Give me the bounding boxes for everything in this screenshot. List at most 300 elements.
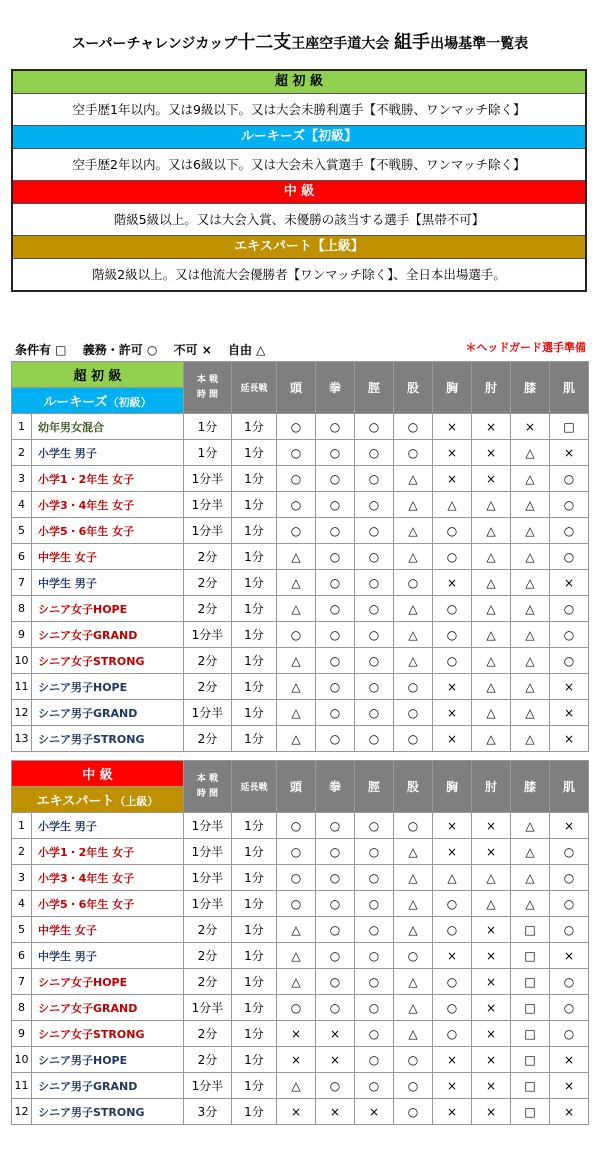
main-time: 1分 <box>184 440 232 466</box>
main-time: 1分半 <box>184 995 232 1021</box>
rule-mark: ○ <box>433 622 472 648</box>
table-row <box>12 544 589 570</box>
rule-mark: ○ <box>355 813 394 839</box>
rule-mark: ○ <box>277 839 316 865</box>
table-row <box>12 891 589 917</box>
rule-mark: △ <box>277 544 316 570</box>
row-number: 3 <box>12 865 32 891</box>
part-header-拳: 拳 <box>316 761 355 813</box>
rule-mark: △ <box>511 440 550 466</box>
category-name: シニア女子HOPE <box>32 596 184 622</box>
rule-mark: △ <box>277 648 316 674</box>
rule-mark: ○ <box>550 544 589 570</box>
rule-mark: △ <box>511 648 550 674</box>
row-number: 1 <box>12 813 32 839</box>
row-number: 11 <box>12 674 32 700</box>
rule-mark: ○ <box>316 917 355 943</box>
rule-mark: △ <box>472 726 511 752</box>
main-time: 2分 <box>184 544 232 570</box>
row-number: 4 <box>12 492 32 518</box>
category-name: シニア男子GRAND <box>32 1073 184 1099</box>
rule-mark: △ <box>511 622 550 648</box>
rule-mark: □ <box>511 943 550 969</box>
rule-mark: ○ <box>355 839 394 865</box>
rule-mark: × <box>277 1021 316 1047</box>
rule-mark: ○ <box>316 466 355 492</box>
table-row <box>12 570 589 596</box>
extension-time: 1分 <box>232 726 277 752</box>
level-label-b-main: エキスパート <box>36 794 115 809</box>
row-number: 2 <box>12 839 32 865</box>
rule-mark: △ <box>394 466 433 492</box>
main-time: 2分 <box>184 1021 232 1047</box>
rule-mark: ○ <box>433 917 472 943</box>
rule-mark: × <box>472 1021 511 1047</box>
rule-mark: ○ <box>433 648 472 674</box>
rule-mark: ○ <box>394 570 433 596</box>
rule-mark: ○ <box>394 440 433 466</box>
extension-time: 1分 <box>232 943 277 969</box>
rule-mark: ○ <box>394 1047 433 1073</box>
rule-mark: △ <box>394 596 433 622</box>
table-row <box>12 492 589 518</box>
row-number: 8 <box>12 995 32 1021</box>
table-row <box>12 1047 589 1073</box>
row-number: 12 <box>12 700 32 726</box>
table-row <box>12 1021 589 1047</box>
rule-mark: □ <box>550 414 589 440</box>
rule-mark: □ <box>511 1047 550 1073</box>
rule-mark: ○ <box>316 544 355 570</box>
extension-time: 1分 <box>232 969 277 995</box>
table-row <box>12 440 589 466</box>
rule-mark: ○ <box>355 917 394 943</box>
rule-mark: △ <box>511 674 550 700</box>
rule-mark: ○ <box>433 1021 472 1047</box>
rule-mark: × <box>433 414 472 440</box>
main-time: 1分半 <box>184 622 232 648</box>
rule-mark: △ <box>277 726 316 752</box>
row-number: 2 <box>12 440 32 466</box>
rule-mark: ○ <box>550 622 589 648</box>
part-header-肌: 肌 <box>550 362 589 414</box>
row-number: 12 <box>12 1099 32 1125</box>
rule-mark: ○ <box>316 839 355 865</box>
row-number: 8 <box>12 596 32 622</box>
rule-mark: × <box>433 570 472 596</box>
rule-mark: ○ <box>550 492 589 518</box>
part-header-脛: 脛 <box>355 761 394 813</box>
rule-mark: △ <box>277 943 316 969</box>
rule-mark: ○ <box>550 518 589 544</box>
rule-mark: × <box>550 674 589 700</box>
rule-mark: △ <box>472 570 511 596</box>
rule-mark: □ <box>511 1099 550 1125</box>
rule-mark: × <box>316 1021 355 1047</box>
level-label-a: 超 初 級 <box>12 362 184 388</box>
table-row <box>12 839 589 865</box>
rule-mark: ○ <box>316 700 355 726</box>
row-number: 13 <box>12 726 32 752</box>
main-time: 2分 <box>184 674 232 700</box>
rule-mark: △ <box>472 700 511 726</box>
extension-time: 1分 <box>232 440 277 466</box>
rule-mark: × <box>472 440 511 466</box>
main-time-label-b: 時 間 <box>196 788 219 799</box>
rule-mark: ○ <box>277 813 316 839</box>
rule-mark: ○ <box>394 726 433 752</box>
rule-mark: △ <box>277 596 316 622</box>
rule-mark: × <box>433 943 472 969</box>
category-name: シニア女子HOPE <box>32 969 184 995</box>
part-header-頭: 頭 <box>277 761 316 813</box>
rule-mark: ○ <box>550 648 589 674</box>
rule-mark: ○ <box>316 1073 355 1099</box>
category-name: シニア男子STRONG <box>32 1099 184 1125</box>
rule-mark: △ <box>472 596 511 622</box>
rule-mark: ○ <box>355 440 394 466</box>
rule-mark: ○ <box>550 596 589 622</box>
extension-header: 延長戦 <box>232 362 277 414</box>
level-description: 空手歴1年以内。又は9級以下。又は大会未勝利選手【不戦勝、ワンマッチ除く】 <box>13 94 585 126</box>
rule-mark: ○ <box>316 943 355 969</box>
legend-required: 義務・許可 ○ <box>82 343 158 357</box>
rule-mark: ○ <box>355 700 394 726</box>
table-row <box>12 414 589 440</box>
rule-mark: × <box>472 1099 511 1125</box>
main-time: 2分 <box>184 648 232 674</box>
part-header-脛: 脛 <box>355 362 394 414</box>
main-time: 2分 <box>184 1047 232 1073</box>
level-name: 中 級 <box>13 181 585 204</box>
rule-mark: △ <box>472 518 511 544</box>
category-name: 小学3・4年生 女子 <box>32 492 184 518</box>
rule-mark: ○ <box>277 518 316 544</box>
extension-time: 1分 <box>232 518 277 544</box>
extension-time: 1分 <box>232 865 277 891</box>
extension-time: 1分 <box>232 570 277 596</box>
category-name: 幼年男女混合 <box>32 414 184 440</box>
table-row <box>12 466 589 492</box>
rule-mark: △ <box>511 865 550 891</box>
extension-time: 1分 <box>232 596 277 622</box>
rule-mark: △ <box>511 813 550 839</box>
table-row <box>12 943 589 969</box>
table-row <box>12 865 589 891</box>
rule-mark: × <box>355 1099 394 1125</box>
rule-mark: ○ <box>316 492 355 518</box>
rule-mark: ○ <box>316 414 355 440</box>
category-name: シニア男子HOPE <box>32 674 184 700</box>
row-number: 1 <box>12 414 32 440</box>
category-name: シニア女子GRAND <box>32 622 184 648</box>
extension-time: 1分 <box>232 622 277 648</box>
part-header-胸: 胸 <box>433 761 472 813</box>
rule-mark: ○ <box>433 544 472 570</box>
extension-time: 1分 <box>232 1073 277 1099</box>
rule-mark: ○ <box>550 995 589 1021</box>
rule-mark: × <box>433 726 472 752</box>
rule-mark: ○ <box>355 596 394 622</box>
rule-mark: △ <box>511 891 550 917</box>
rule-mark: ○ <box>355 622 394 648</box>
row-number: 10 <box>12 1047 32 1073</box>
rule-mark: ○ <box>277 865 316 891</box>
rule-mark: □ <box>511 969 550 995</box>
table-row <box>12 518 589 544</box>
rule-mark: × <box>550 943 589 969</box>
part-header-肘: 肘 <box>472 362 511 414</box>
extension-time: 1分 <box>232 492 277 518</box>
rule-mark: ○ <box>394 943 433 969</box>
legend-free: 自由 △ <box>227 343 266 357</box>
category-name: 小学1・2年生 女子 <box>32 466 184 492</box>
main-time-label-a: 本 戦 <box>196 374 219 385</box>
table-row <box>12 969 589 995</box>
row-number: 5 <box>12 518 32 544</box>
rule-mark: ○ <box>433 891 472 917</box>
level-description: 空手歴2年以内。又は6級以下。又は大会未入賞選手【不戦勝、ワンマッチ除く】 <box>13 149 585 181</box>
rule-mark: ○ <box>316 891 355 917</box>
main-time: 2分 <box>184 943 232 969</box>
rule-mark: × <box>433 674 472 700</box>
rule-mark: ○ <box>316 813 355 839</box>
table-advanced <box>11 760 589 1125</box>
symbol-legend <box>15 341 277 358</box>
row-number: 11 <box>12 1073 32 1099</box>
rule-mark: ○ <box>277 995 316 1021</box>
rule-mark: △ <box>277 570 316 596</box>
rule-mark: ○ <box>355 1021 394 1047</box>
category-name: 中学生 女子 <box>32 917 184 943</box>
rule-mark: ○ <box>550 969 589 995</box>
rule-mark: × <box>277 1099 316 1125</box>
rule-mark: △ <box>394 1021 433 1047</box>
rule-mark: ○ <box>550 466 589 492</box>
rule-mark: ○ <box>355 943 394 969</box>
row-number: 4 <box>12 891 32 917</box>
level-name: エキスパート【上級】 <box>13 236 585 259</box>
part-header-肘: 肘 <box>472 761 511 813</box>
extension-time: 1分 <box>232 891 277 917</box>
extension-time: 1分 <box>232 917 277 943</box>
level-label-b <box>12 388 184 414</box>
row-number: 5 <box>12 917 32 943</box>
rule-mark: × <box>433 813 472 839</box>
main-time: 2分 <box>184 917 232 943</box>
rule-mark: ○ <box>355 995 394 1021</box>
rule-mark: ○ <box>394 414 433 440</box>
extension-time: 1分 <box>232 813 277 839</box>
rule-mark: ○ <box>550 1021 589 1047</box>
rule-mark: ○ <box>394 1073 433 1099</box>
rule-mark: × <box>472 969 511 995</box>
level-label-b <box>12 787 184 813</box>
rule-mark: △ <box>277 674 316 700</box>
rule-mark: × <box>550 1099 589 1125</box>
rule-mark: ○ <box>316 440 355 466</box>
row-number: 6 <box>12 943 32 969</box>
rule-mark: × <box>472 1073 511 1099</box>
rule-mark: ○ <box>355 570 394 596</box>
table-row <box>12 596 589 622</box>
rule-mark: ○ <box>277 891 316 917</box>
main-time: 1分半 <box>184 1073 232 1099</box>
rule-mark: × <box>550 1073 589 1099</box>
part-header-肌: 肌 <box>550 761 589 813</box>
part-header-頭: 頭 <box>277 362 316 414</box>
page-title: スーパーチャレンジカップ十二支王座空手道大会 組手出場基準一覧表 <box>71 32 529 53</box>
rule-mark: △ <box>472 544 511 570</box>
main-time: 2分 <box>184 596 232 622</box>
category-name: 小学生 男子 <box>32 440 184 466</box>
rule-mark: ○ <box>316 674 355 700</box>
rule-mark: × <box>472 813 511 839</box>
rule-mark: ○ <box>355 969 394 995</box>
rule-mark: △ <box>511 839 550 865</box>
table-row <box>12 1073 589 1099</box>
category-name: 小学5・6年生 女子 <box>32 518 184 544</box>
rule-mark: △ <box>394 622 433 648</box>
rule-mark: × <box>433 440 472 466</box>
extension-time: 1分 <box>232 414 277 440</box>
level-label-b-main: ルーキーズ <box>43 395 108 410</box>
level-criteria-box <box>11 69 587 292</box>
rule-mark: ○ <box>355 414 394 440</box>
rule-mark: △ <box>394 995 433 1021</box>
extension-header: 延長戦 <box>232 761 277 813</box>
rule-mark: ○ <box>277 466 316 492</box>
rule-mark: ○ <box>394 813 433 839</box>
table-row <box>12 995 589 1021</box>
part-header-股: 股 <box>394 761 433 813</box>
rule-mark: ○ <box>355 466 394 492</box>
rule-mark: △ <box>277 917 316 943</box>
part-header-股: 股 <box>394 362 433 414</box>
rule-mark: × <box>472 1047 511 1073</box>
row-number: 6 <box>12 544 32 570</box>
rule-mark: □ <box>511 917 550 943</box>
main-time: 1分半 <box>184 492 232 518</box>
rule-mark: × <box>433 1073 472 1099</box>
row-number: 3 <box>12 466 32 492</box>
rule-mark: ○ <box>394 1099 433 1125</box>
rule-mark: △ <box>277 700 316 726</box>
category-name: シニア女子STRONG <box>32 1021 184 1047</box>
row-number: 9 <box>12 622 32 648</box>
extension-time: 1分 <box>232 995 277 1021</box>
extension-time: 1分 <box>232 1099 277 1125</box>
rule-mark: ○ <box>355 865 394 891</box>
main-time: 1分半 <box>184 518 232 544</box>
rule-mark: ○ <box>394 674 433 700</box>
extension-time: 1分 <box>232 839 277 865</box>
rule-mark: × <box>472 839 511 865</box>
rule-mark: × <box>550 570 589 596</box>
part-header-膝: 膝 <box>511 761 550 813</box>
rule-mark: × <box>472 466 511 492</box>
rule-mark: △ <box>277 1073 316 1099</box>
level-label-a: 中 級 <box>12 761 184 787</box>
extension-time: 1分 <box>232 1047 277 1073</box>
rule-mark: × <box>433 1099 472 1125</box>
rule-mark: △ <box>511 596 550 622</box>
category-name: シニア女子STRONG <box>32 648 184 674</box>
rule-mark: ○ <box>355 648 394 674</box>
row-number: 7 <box>12 969 32 995</box>
rule-mark: × <box>433 839 472 865</box>
rule-mark: ○ <box>316 726 355 752</box>
rule-mark: △ <box>472 891 511 917</box>
rule-mark: △ <box>511 700 550 726</box>
main-time: 1分半 <box>184 865 232 891</box>
rule-mark: △ <box>433 865 472 891</box>
rule-mark: △ <box>511 518 550 544</box>
legend-not-allowed: 不可 × <box>173 343 212 357</box>
level-name: 超 初 級 <box>13 71 585 94</box>
table-row <box>12 622 589 648</box>
category-name: シニア男子GRAND <box>32 700 184 726</box>
main-time-header <box>184 362 232 414</box>
rule-mark: × <box>433 466 472 492</box>
category-name: 中学生 男子 <box>32 943 184 969</box>
rule-mark: △ <box>394 648 433 674</box>
rule-mark: △ <box>472 865 511 891</box>
rule-mark: △ <box>433 492 472 518</box>
category-name: 小学5・6年生 女子 <box>32 891 184 917</box>
extension-time: 1分 <box>232 544 277 570</box>
rule-mark: ○ <box>277 414 316 440</box>
rule-mark: × <box>316 1099 355 1125</box>
extension-time: 1分 <box>232 648 277 674</box>
category-name: シニア男子HOPE <box>32 1047 184 1073</box>
category-name: 小学1・2年生 女子 <box>32 839 184 865</box>
rule-mark: ○ <box>316 865 355 891</box>
rule-mark: △ <box>511 570 550 596</box>
rule-mark: △ <box>277 969 316 995</box>
level-name: ルーキーズ【初級】 <box>13 126 585 149</box>
rule-mark: × <box>433 700 472 726</box>
rule-mark: ○ <box>433 596 472 622</box>
rule-mark: × <box>550 440 589 466</box>
table-row <box>12 648 589 674</box>
rule-mark: △ <box>394 891 433 917</box>
rule-mark: △ <box>472 674 511 700</box>
rule-mark: ○ <box>316 648 355 674</box>
rule-mark: × <box>550 700 589 726</box>
rule-mark: △ <box>511 466 550 492</box>
rule-mark: ○ <box>355 891 394 917</box>
main-time: 1分半 <box>184 891 232 917</box>
extension-time: 1分 <box>232 674 277 700</box>
table-row <box>12 917 589 943</box>
rule-mark: △ <box>394 839 433 865</box>
table-row <box>12 813 589 839</box>
extension-time: 1分 <box>232 700 277 726</box>
level-label-b-sub: （上級） <box>114 795 159 808</box>
main-time: 1分半 <box>184 839 232 865</box>
rule-mark: ○ <box>433 969 472 995</box>
rule-mark: ○ <box>316 596 355 622</box>
rule-mark: ○ <box>355 544 394 570</box>
rule-mark: × <box>433 1047 472 1073</box>
rule-mark: ○ <box>355 518 394 544</box>
main-time-label-b: 時 間 <box>196 389 219 400</box>
rule-mark: ○ <box>550 917 589 943</box>
rule-mark: △ <box>394 518 433 544</box>
part-header-膝: 膝 <box>511 362 550 414</box>
rule-mark: × <box>472 917 511 943</box>
